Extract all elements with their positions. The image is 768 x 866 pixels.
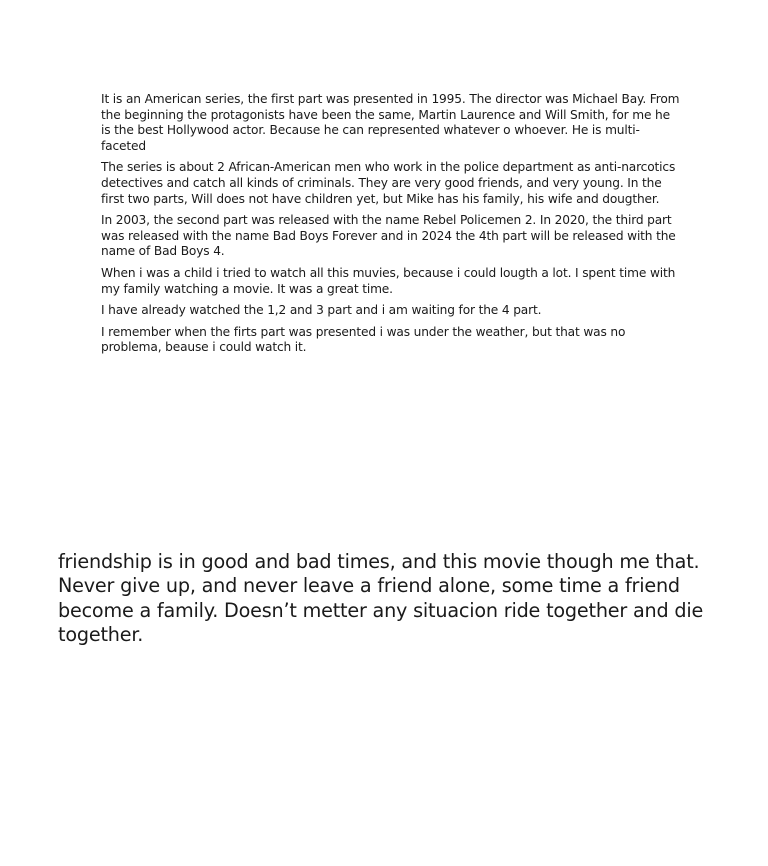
paragraph-plot: The series is about 2 African-American men who work in the police department as anti-narcotics detectives and catch all kinds of criminals. They are very good friends, and very young. In the first two parts, Will does not have children yet, but Mike has his family, his wife and dougther. [101,160,676,206]
document-body [101,92,681,362]
closing-paragraph: friendship is in good and bad times, and this movie though me that. Never give up, and never leave a friend alone, some time a friend become a family. Doesn’t metter any situacion ride together and die together. [58,550,704,647]
paragraph-sequels: In 2003, the second part was released with the name Rebel Policemen 2. In 2020, the third part was released with the name Bad Boys Forever and in 2024 the 4th part will be released with the name of Bad Boys 4. [101,213,676,259]
paragraph-childhood: When i was a child i tried to watch all this muvies, because i could lougth a lot. I spent time with my family watching a movie. It was a great time. [101,265,676,296]
paragraph-intro: It is an American series, the first part was presented in 1995. The director was Michael Bay. From the beginning the protagonists have been the same, Martin Laurence and Will Smith, for me he is the best Hollywood actor. Because he can represented whatever o whoever. He is multi- faceted [101,92,680,153]
paragraph-watched: I have already watched the 1,2 and 3 part and i am waiting for the 4 part. [101,303,542,318]
paragraph-memory: I remember when the firts part was presented i was under the weather, but that was no problema, beause i could watch it. [101,324,626,355]
